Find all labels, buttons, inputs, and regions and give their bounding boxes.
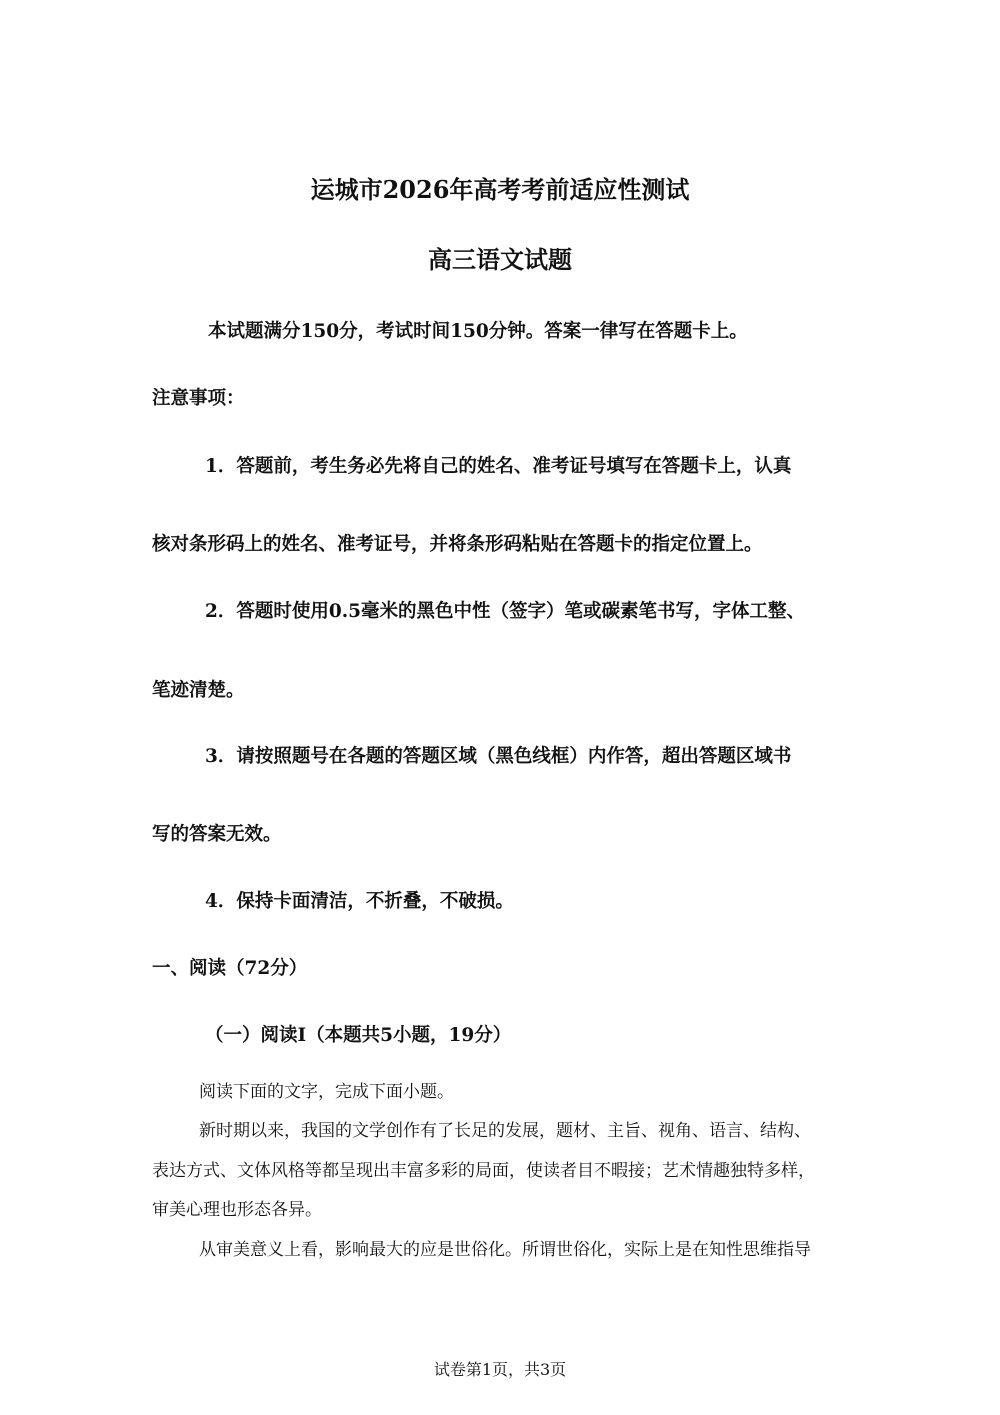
- paragraph-1-line-3: 审美心理也形态各异。: [152, 1200, 322, 1220]
- notice-3-line-1: 3．请按照题号在各题的答题区域（黑色线框）内作答，超出答题区域书: [205, 746, 792, 767]
- reading-instruction: 阅读下面的文字，完成下面小题。: [199, 1082, 454, 1102]
- paragraph-1-line-1: 新时期以来，我国的文学创作有了长足的发展，题材、主旨、视角、语言、结构、: [199, 1121, 811, 1141]
- document-title: 运城市2026年高考考前适应性测试: [310, 175, 690, 204]
- notice-1-line-1: 1．答题前，考生务必先将自己的姓名、准考证号填写在答题卡上，认真: [205, 456, 792, 477]
- notice-2-line-2: 笔迹清楚。: [152, 680, 245, 701]
- notice-3-line-2: 写的答案无效。: [152, 824, 282, 845]
- document-subtitle: 高三语文试题: [428, 245, 572, 274]
- notice-1-line-2: 核对条形码上的姓名、准考证号，并将条形码粘贴在答题卡的指定位置上。: [152, 534, 763, 555]
- subsection-heading: （一）阅读I（本题共5小题，19分）: [205, 1025, 512, 1046]
- paragraph-1-line-2: 表达方式、文体风格等都呈现出丰富多彩的局面，使读者目不暇接；艺术情趣独特多样，: [152, 1161, 815, 1181]
- paragraph-2-line-1: 从审美意义上看，影响最大的应是世俗化。所谓世俗化，实际上是在知性思维指导: [199, 1240, 811, 1260]
- section-heading: 一、阅读（72分）: [152, 958, 308, 979]
- exam-info: 本试题满分150分，考试时间150分钟。答案一律写在答题卡上。: [208, 321, 748, 342]
- notice-4-line-1: 4．保持卡面清洁，不折叠，不破损。: [205, 891, 514, 912]
- notice-heading: 注意事项：: [152, 388, 245, 409]
- notice-2-line-1: 2．答题时使用0.5毫米的黑色中性（签字）笔或碳素笔书写，字体工整、: [205, 601, 806, 622]
- page-footer: 试卷第1页，共3页: [433, 1360, 567, 1379]
